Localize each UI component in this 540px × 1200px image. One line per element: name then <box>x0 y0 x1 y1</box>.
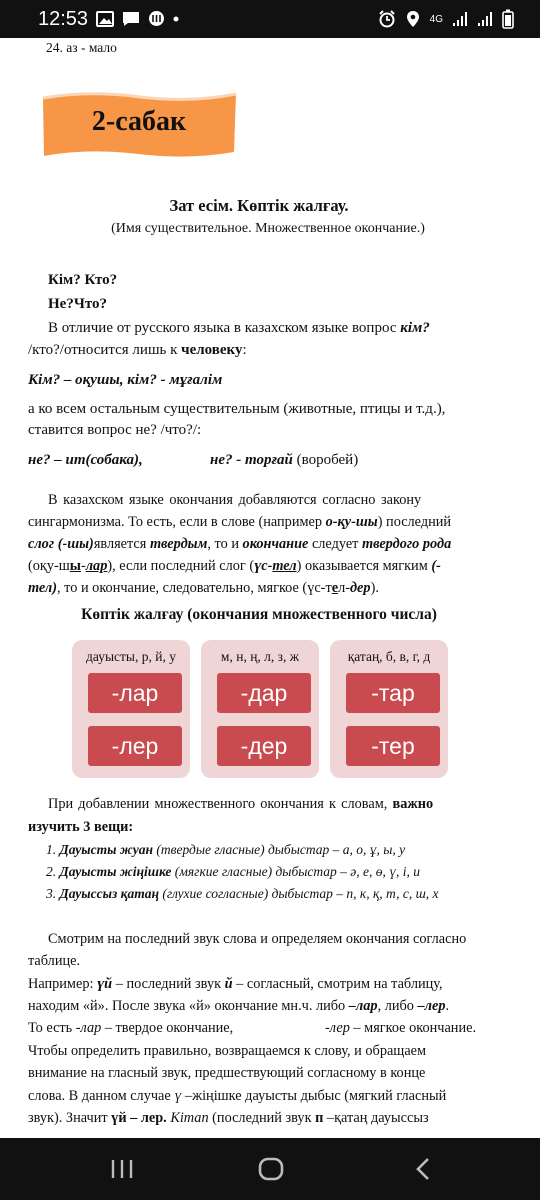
para4-line1: При добавлении множественного окончания к словам, важно <box>48 796 434 812</box>
ending-card-3 <box>330 640 448 778</box>
para1-line2: /кто?/относится лишь к человеку: <box>28 342 247 358</box>
dot-icon <box>173 16 179 22</box>
card-header: дауысты, р, й, у <box>86 649 176 664</box>
para3-line3: слог (-шы)является твердым, то и окончание следует твердого рода <box>28 536 452 552</box>
para2-line2: ставится вопрос не? /что?/: <box>28 422 202 438</box>
para3-line5: тел), то и окончание, следовательно, мягкое (үс-тел-дер). <box>28 580 379 596</box>
alarm-icon <box>378 10 396 28</box>
app-icon <box>148 10 165 27</box>
para5-line3: Например: үй – последний звук й – согласный, смотрим на таблицу, <box>28 976 443 992</box>
ending-hard: -дар <box>217 673 311 713</box>
question-2: Не?Что? <box>48 296 108 312</box>
para3-line4: (оқу-шы-лар), если последний слог (үс-тел) оказывается мягким (- <box>28 558 441 574</box>
list-item-3: 3. Дауыссыз қатаң (глухие согласные) дыбыстар – п, к, қ, т, с, ш, х <box>46 886 439 901</box>
example-2b: не? - торғай (воробей) <box>210 452 359 468</box>
page-subtitle: (Имя существительное. Множественное окончание.) <box>111 221 425 236</box>
top-line: 24. аз - мало <box>46 40 117 55</box>
list-item-2: 2. Дауысты жіңішке (мягкие гласные) дыбыстар – ә, е, ө, ү, і, и <box>46 864 421 879</box>
para3-line2: сингармонизма. То есть, если в слове (например о-қу-шы) последний <box>28 514 452 530</box>
signal-icon-2 <box>477 11 493 27</box>
signal-icon <box>452 11 468 27</box>
ending-soft: -лер <box>88 726 182 766</box>
status-time: 12:53 <box>38 8 89 30</box>
network-label: 4G <box>429 13 443 25</box>
location-icon <box>405 10 421 28</box>
status-bar <box>0 0 540 38</box>
para5-line2: таблице. <box>28 953 81 969</box>
para5-line9: звук). Значит үй – лер. Кітап (последний звук п –қатаң дауыссыз <box>28 1110 429 1126</box>
para4-line2: изучить 3 вещи: <box>28 819 134 835</box>
para2-line1: а ко всем остальным существительным (животные, птицы и т.д.), <box>28 401 446 417</box>
para5-line4: находим «й». После звука «й» окончание мн.ч. либо –лар, либо –лер. <box>28 998 450 1014</box>
ending-soft: -дер <box>217 726 311 766</box>
para5-line6: Чтобы определить правильно, возвращаемся к слову, и обращаем <box>28 1043 427 1059</box>
recent-apps-icon[interactable] <box>110 1152 134 1186</box>
example-1: Кім? – оқушы, кім? - мұғалім <box>28 372 223 388</box>
example-2: не? – ит(собака), <box>28 452 143 468</box>
table-title: Көптік жалғау (окончания множественного числа) <box>81 606 437 623</box>
para3-line1: В казахском языке окончания добавляются согласно закону <box>48 492 422 508</box>
card-header: м, н, ң, л, з, ж <box>220 649 300 664</box>
para1-line1: В отличие от русского языка в казахском языке вопрос кім? <box>48 320 430 336</box>
ending-card-1 <box>72 640 190 778</box>
back-icon[interactable] <box>414 1152 432 1186</box>
ending-hard: -лар <box>88 673 182 713</box>
navigation-bar <box>0 1138 540 1200</box>
para5-line8: слова. В данном случае ү –жіңішке дауысты дыбыс (мягкий гласный <box>28 1088 447 1104</box>
ending-card-2 <box>201 640 319 778</box>
message-icon <box>122 11 140 27</box>
ending-hard: -тар <box>346 673 440 713</box>
battery-icon <box>502 9 514 29</box>
para5-line5a: То есть -лар – твердое окончание, <box>28 1020 234 1036</box>
home-icon[interactable] <box>258 1152 284 1186</box>
para5-line7: внимание на гласный звук, предшествующий согласному в конце <box>28 1065 426 1081</box>
gallery-icon <box>96 11 114 27</box>
list-item-1: 1. Дауысты жуан (твердые гласные) дыбыстар – а, о, ұ, ы, у <box>46 842 406 857</box>
lesson-banner <box>40 88 238 160</box>
document-page[interactable] <box>0 38 540 1138</box>
para5-line5b: -лер – мягкое окончание. <box>325 1020 477 1036</box>
para5-line1: Смотрим на последний звук слова и определяем окончания согласно <box>48 931 467 947</box>
ending-soft: -тер <box>346 726 440 766</box>
lesson-label: 2-сабак <box>91 106 187 137</box>
question-1: Кім? Кто? <box>48 272 118 288</box>
page-title: Зат есім. Көптік жалғау. <box>169 196 349 215</box>
card-header: қатаң, б, в, г, д <box>347 649 431 664</box>
